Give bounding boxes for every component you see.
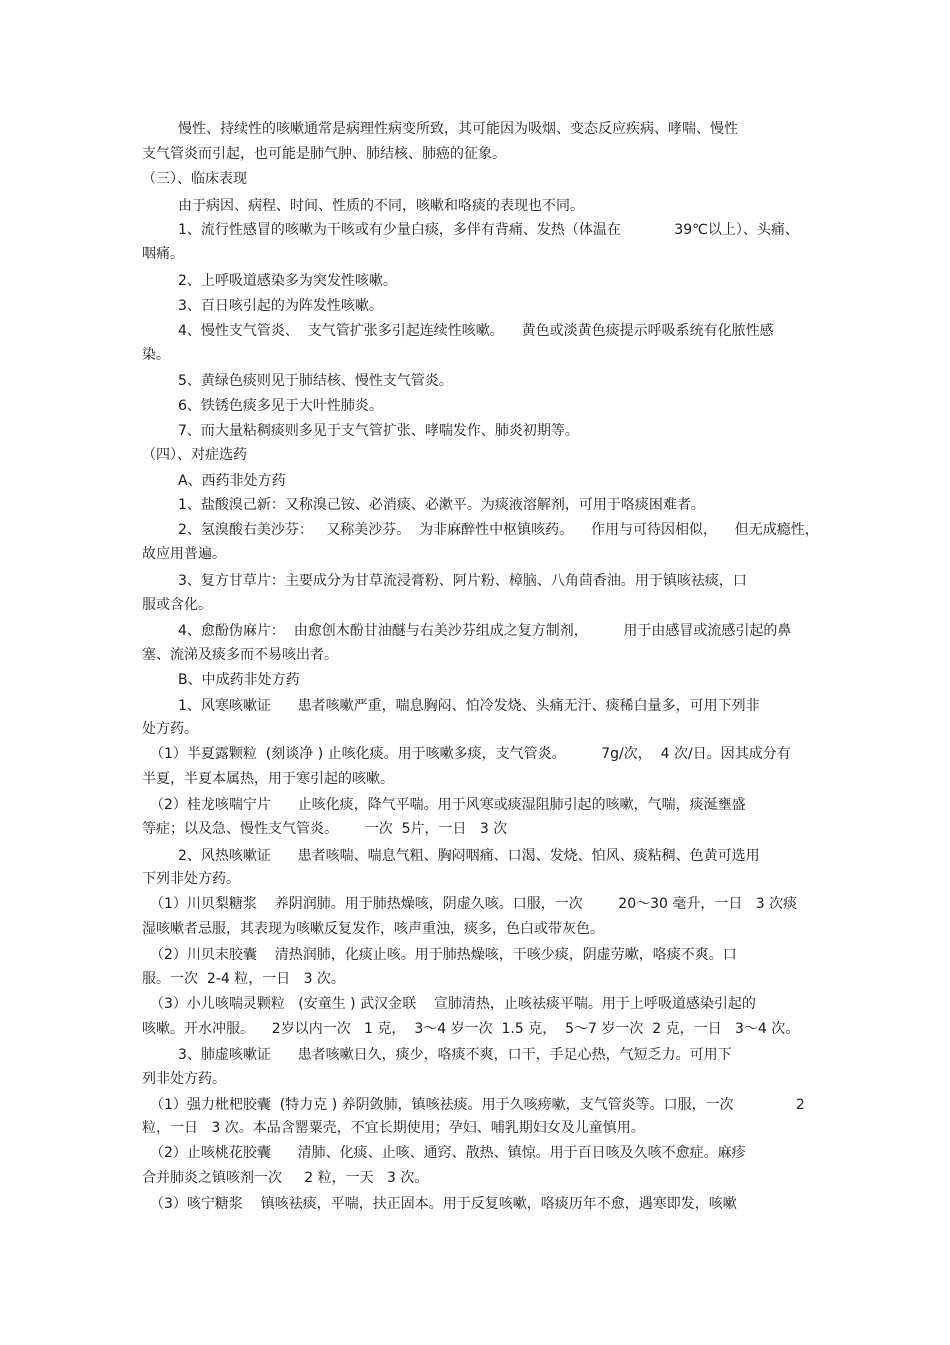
list-item-line: 服或含化。 (142, 597, 212, 613)
list-item-line: 4、慢性支气管炎、 支气管扩张多引起连续性咳嗽。 黄色或淡黄色痰提示呼吸系统有化脓性感 (178, 323, 774, 339)
list-item-line: 6、铁锈色痰多见于大叶性肺炎。 (178, 398, 383, 414)
list-item-line: （1）川贝梨糖浆 养阴润肺。用于肺热燥咳，阴虚久咳。口服，一次 20～30 毫升，一日 3 次痰 (150, 896, 798, 912)
list-item-line: 塞、流涕及痰多而不易咳出者。 (142, 647, 338, 663)
list-item-line: 3、肺虚咳嗽证 患者咳嗽日久，痰少，咯痰不爽，口干，手足心热，气短乏力。可用下 (178, 1047, 732, 1063)
list-item-line: 3、百日咳引起的为阵发性咳嗽。 (178, 298, 383, 314)
list-item-line: （2）桂龙咳喘宁片 止咳化痰，降气平喘。用于风寒或痰湿阻肺引起的咳嗽，气喘，痰涎壅盛 (150, 797, 746, 813)
list-item-line: 湿咳嗽者忌服，其表现为咳嗽反复发作，咳声重浊，痰多，色白或带灰色。 (142, 921, 604, 937)
list-item-line: 5、黄绿色痰则见于肺结核、慢性支气管炎。 (178, 373, 453, 389)
list-item-line: （3）小儿咳喘灵颗粒 (安童生 ) 武汉金联 宣肺清热，止咳祛痰平喘。用于上呼吸道感染引起的 (150, 996, 756, 1012)
list-item-line: 1、盐酸溴己新：又称溴己铵、必消痰、必漱平。为痰液溶解剂，可用于咯痰困难者。 (178, 497, 705, 513)
list-item-line: 处方药。 (142, 721, 198, 737)
list-item-line: 7、而大量粘稠痰则多见于支气管扩张、哮喘发作、肺炎初期等。 (178, 423, 579, 439)
list-item-line: 合并肺炎之镇咳剂一次 2 粒，一天 3 次。 (142, 1170, 429, 1186)
list-item-line: 下列非处方药。 (142, 871, 240, 887)
list-item-line: 2、上呼吸道感染多为突发性咳嗽。 (178, 273, 397, 289)
list-item-line: （3）咳宁糖浆 镇咳祛痰，平喘，扶正固本。用于反复咳嗽，咯痰历年不愈，遇寒即发，咳嗽 (150, 1196, 737, 1212)
list-item-line: 粒，一日 3 次。本品含罂粟壳，不宜长期使用；孕妇、哺乳期妇女及儿童慎用。 (142, 1120, 645, 1136)
list-item-line: 染。 (142, 347, 170, 363)
list-item-line: 列非处方药。 (142, 1071, 226, 1087)
paragraph-line: 由于病因、病程、时间、性质的不同，咳嗽和咯痰的表现也不同。 (178, 198, 584, 214)
paragraph-line: 支气管炎而引起，也可能是肺气肿、肺结核、肺癌的征象。 (142, 146, 506, 162)
list-item-line: 2、氢溴酸右美沙芬： 又称美沙芬。 为非麻醉性中枢镇咳药。 作用与可待因相似， 但无成瘾性， (178, 522, 819, 538)
paragraph-line: 慢性、持续性的咳嗽通常是病理性病变所致，其可能因为吸烟、变态反应疾病、哮喘、慢性 (178, 121, 738, 137)
list-item-line: 咳嗽。开水冲服。 2岁以内一次 1 克， 3～4 岁一次 1.5 克， 5～7 岁一次 2 克，一日 3～4 次。 (142, 1021, 800, 1037)
list-item-line: 1、流行性感冒的咳嗽为干咳或有少量白痰，多伴有背痛、发热（体温在 39℃以上）、头痛、 (178, 222, 799, 238)
list-item-line: 咽痛。 (142, 246, 184, 262)
subsection-heading: B、中成药非处方药 (178, 672, 300, 688)
section-heading: （四）、对症选药 (142, 447, 247, 463)
list-item-line: （2）止咳桃花胶囊 清肺、化痰、止咳、通窍、散热、镇惊。用于百日咳及久咳不愈症。麻疹 (150, 1145, 746, 1161)
list-item-line: 故应用普遍。 (142, 546, 226, 562)
list-item-line: 2、风热咳嗽证 患者咳喘、喘息气粗、胸闷咽痛、口渴、发烧、怕风、痰粘稠、色黄可选用 (178, 848, 760, 864)
section-heading: （三）、临床表现 (142, 171, 247, 187)
list-item-line: （2）川贝末胶囊 清热润肺，化痰止咳。用于肺热燥咳，干咳少痰，阴虚劳嗽，咯痰不爽。口 (150, 947, 737, 963)
list-item-line: 1、风寒咳嗽证 患者咳嗽严重，喘息胸闷、怕冷发烧、头痛无汗、痰稀白量多，可用下列非 (178, 698, 760, 714)
list-item-line: （1）半夏露颗粒 (刻谈净 ) 止咳化痰。用于咳嗽多痰，支气管炎。 7g/次， 4 次/日。因其成分有 (150, 746, 791, 762)
list-item-line: 3、复方甘草片：主要成分为甘草流浸膏粉、阿片粉、樟脑、八角茴香油。用于镇咳祛痰，口 (178, 573, 747, 589)
list-item-line: 服。一次 2-4 粒，一日 3 次。 (142, 971, 345, 987)
list-item-line: 等症；以及急、慢性支气管炎。 一次 5片，一日 3 次 (142, 821, 508, 837)
subsection-heading: A、西药非处方药 (178, 473, 286, 489)
list-item-line: 半夏，半夏本属热，用于寒引起的咳嗽。 (142, 771, 394, 787)
list-item-line: （1）强力枇杷胶囊 (特力克 ) 养阴敛肺，镇咳祛痰。用于久咳痨嗽，支气管炎等。口服，一次 2 (150, 1097, 805, 1113)
list-item-line: 4、愈酚伪麻片： 由愈创木酚甘油醚与右美沙芬组成之复方制剂， 用于由感冒或流感引起的鼻 (178, 623, 792, 639)
